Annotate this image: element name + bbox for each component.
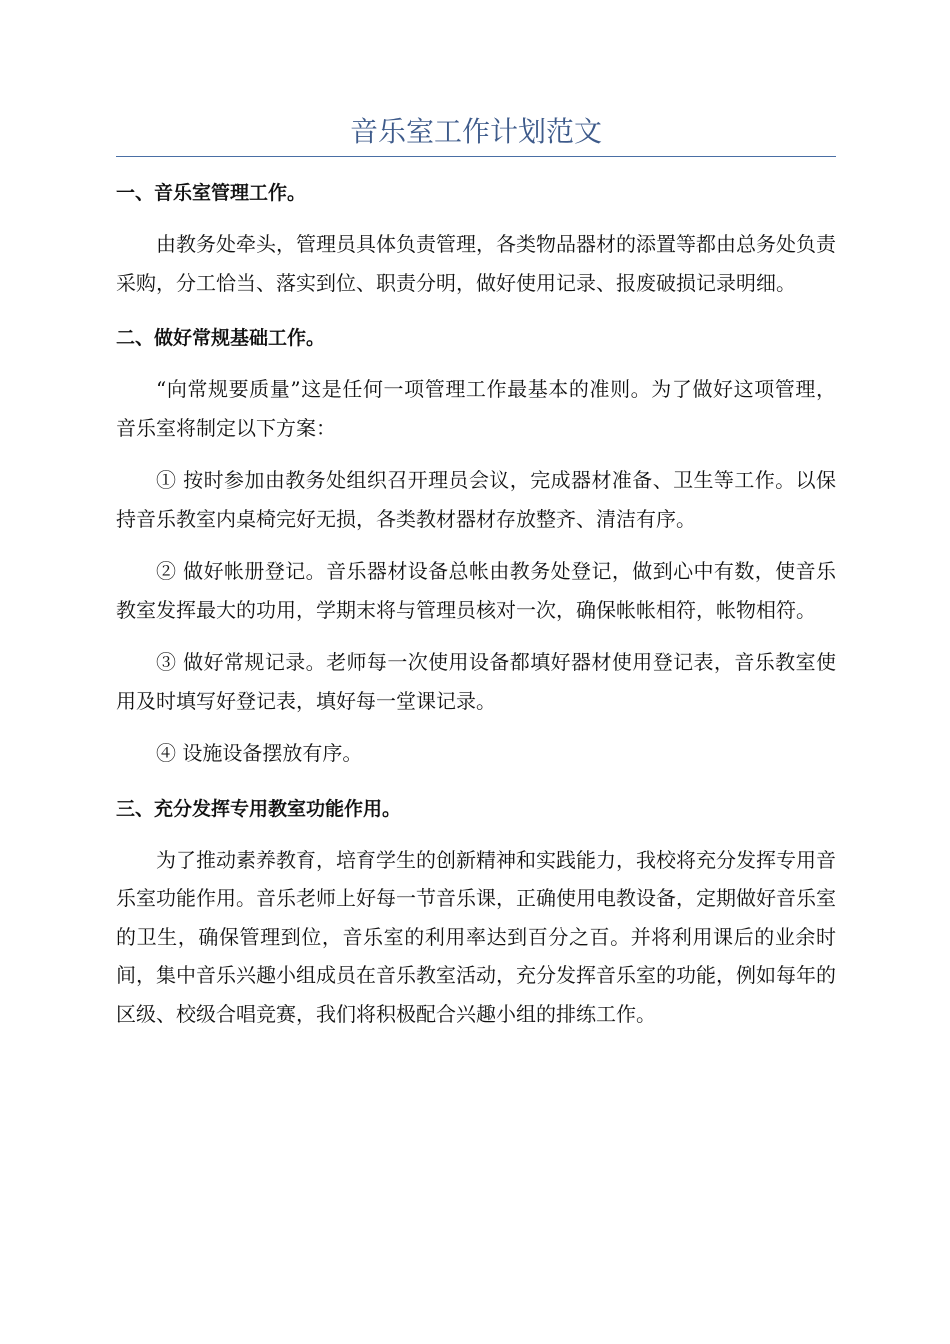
section-classroom-function <box>116 795 836 1034</box>
section-heading: 二、做好常规基础工作。 <box>116 327 326 349</box>
document-page <box>116 112 836 1047</box>
paragraph: 由教务处牵头，管理员具体负责管理，各类物品器材的添置等都由总务处负责采购，分工恰当、落实到位、职责分明，做好使用记录、报废破损记录明细。 <box>116 232 836 295</box>
paragraph: “向常规要质量”这是任何一项管理工作最基本的准则。为了做好这项管理，音乐室将制定以下方案： <box>116 377 836 440</box>
section-routine-work <box>116 324 836 773</box>
paragraph: 为了推动素养教育，培育学生的创新精神和实践能力，我校将充分发挥专用音乐室功能作用。音乐老师上好每一节音乐课，正确使用电教设备，定期做好音乐室的卫生，确保管理到位，音乐室的利用率达到百分之百。并将利用课后的业余时间，集中音乐兴趣小组成员在音乐教室活动，充分发挥音乐室的功能，例如每年的区级、校级合唱竞赛，我们将积极配合兴趣小组的排练工作。 <box>116 847 836 1026</box>
section-heading: 三、充分发挥专用教室功能作用。 <box>116 797 402 820</box>
list-item: ① 按时参加由教务处组织召开理员会议，完成器材准备、卫生等工作。以保持音乐教室内桌椅完好无损，各类教材器材存放整齐、清洁有序。 <box>116 468 836 531</box>
list-item: ② 做好帐册登记。音乐器材设备总帐由教务处登记，做到心中有数，使音乐教室发挥最大的功用，学期末将与管理员核对一次，确保帐帐相符，帐物相符。 <box>116 559 836 622</box>
list-item: ③ 做好常规记录。老师每一次使用设备都填好器材使用登记表，音乐教室使用及时填写好登记表，填好每一堂课记录。 <box>116 650 836 713</box>
document-title: 音乐室工作计划范文 <box>116 112 836 157</box>
section-heading: 一、音乐室管理工作。 <box>116 182 307 204</box>
list-item: ④ 设施设备摆放有序。 <box>156 741 363 765</box>
section-management <box>116 179 836 302</box>
